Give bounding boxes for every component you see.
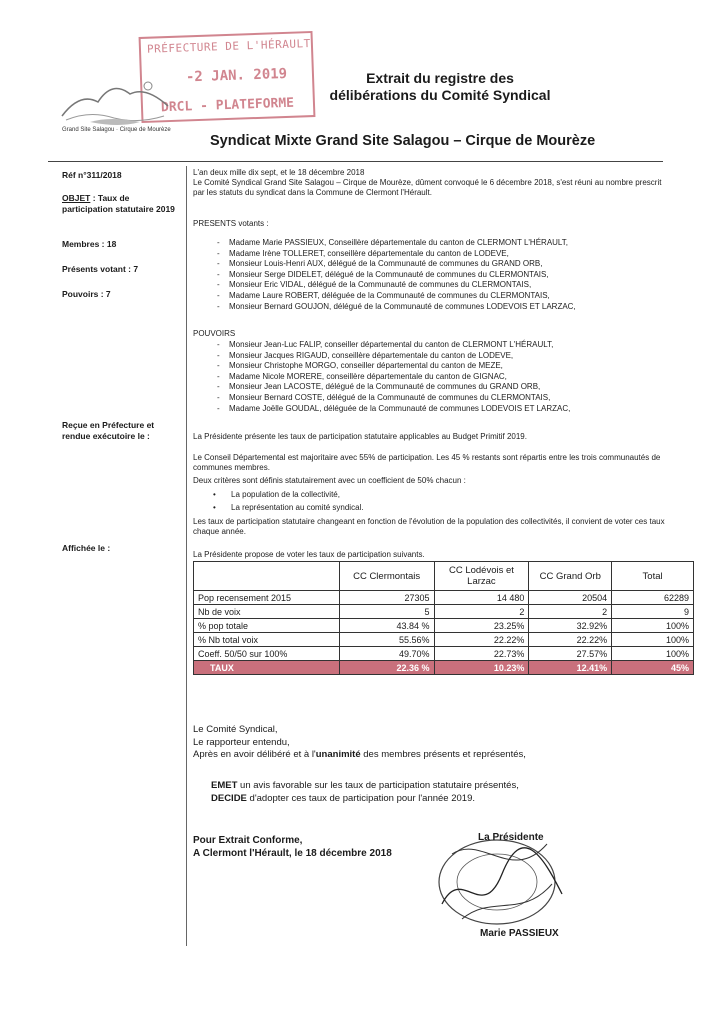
list-item: - Madame Joëlle GOUDAL, déléguée de la Communauté de communes LODEVOIS ET LARZAC, — [193, 404, 663, 415]
list-item: • La représentation au comité syndical. — [193, 501, 663, 514]
deliberation-text — [193, 724, 526, 762]
pouvoirs-count: Pouvoirs : 7 — [62, 289, 111, 299]
concl-line3-a: Après en avoir délibéré et à l' — [193, 749, 316, 760]
presente-text: La Présidente présente les taux de participation statutaire applicables au Budget Primitif 2019. — [193, 432, 527, 441]
objet-block — [62, 193, 180, 215]
pouvoirs-heading: POUVOIRS — [193, 329, 236, 338]
table-cell: 22.36 % — [339, 661, 434, 675]
table-row — [194, 591, 694, 605]
title-line1: Extrait du registre des — [366, 70, 514, 86]
table-cell: 2 — [529, 605, 612, 619]
list-item: - Monsieur Jacques RIGAUD, conseillère départementale du canton de LODEVE, — [193, 351, 663, 362]
table-header-cell — [194, 562, 340, 591]
table-cell: 100% — [612, 647, 694, 661]
table-cell: Pop recensement 2015 — [194, 591, 340, 605]
emet-keyword: EMET — [211, 780, 238, 791]
participation-rates-table — [193, 561, 694, 675]
header-divider — [48, 161, 663, 162]
decide-keyword: DECIDE — [211, 792, 247, 804]
stamp-line3: DRCL - PLATEFORME — [160, 95, 295, 116]
table-cell: 23.25% — [434, 619, 529, 633]
list-item: - Madame Irène TOLLERET, conseillère départementale du canton de LODEVE, — [193, 249, 663, 260]
table-cell: 45% — [612, 661, 694, 675]
table-cell: 20504 — [529, 591, 612, 605]
recue-prefecture: Reçue en Préfecture et rendue exécutoire le : — [62, 420, 155, 441]
list-item: - Monsieur Jean-Luc FALIP, conseiller départemental du canton de CLERMONT L'HÉRAULT, — [193, 340, 663, 351]
table-cell: 32.92% — [529, 619, 612, 633]
reference-number: Réf n°311/2018 — [62, 170, 122, 180]
presents-count: Présents votant : 7 — [62, 264, 139, 274]
list-item: - Monsieur Bernard GOUJON, délégué de la Communauté de communes LODEVOIS ET LARZAC, — [193, 302, 663, 313]
logo-caption: Grand Site Salagou · Cirque de Mourèze — [62, 127, 171, 133]
extrait-conforme — [193, 834, 392, 860]
list-item: - Madame Nicole MORERE, conseillère départementale du canton de GIGNAC, — [193, 372, 663, 383]
concl-line1: Le Comité Syndical, — [193, 724, 278, 735]
concl-line2: Le rapporteur entendu, — [193, 736, 290, 748]
list-item: - Monsieur Christophe MORGO, conseiller départemental du canton de MEZE, — [193, 361, 663, 372]
president-name: Marie PASSIEUX — [480, 928, 559, 939]
emet-text: un avis favorable sur les taux de participation statutaire présentés, — [237, 780, 519, 791]
membres-count: Membres : 18 — [62, 239, 117, 249]
presents-list — [193, 238, 663, 312]
list-item: - Monsieur Serge DIDELET, délégué de la Communauté de communes du CLERMONTAIS, — [193, 270, 663, 281]
stamp-date: -2 JAN. 2019 — [185, 65, 288, 86]
organization-title: Syndicat Mixte Grand Site Salagou – Cirque de Mourèze — [210, 133, 596, 149]
table-cell: 14 480 — [434, 591, 529, 605]
table-cell: TAUX — [194, 661, 340, 675]
intro-text: Le Comité Syndical Grand Site Salagou – Cirque de Mourèze, dûment convoqué le 6 décembre 2018, s'est réuni au nombre prescrit par les statuts du syndicat dans la Commune de Clermont l'Hérault. — [193, 178, 662, 197]
table-cell: 22.22% — [529, 633, 612, 647]
table-cell: 100% — [612, 619, 694, 633]
unanimite-text: unanimité — [315, 749, 361, 760]
table-cell: Coeff. 50/50 sur 100% — [194, 647, 340, 661]
title-line2: délibérations du Comité Syndical — [329, 87, 551, 103]
column-divider — [186, 166, 187, 946]
intro-date: L'an deux mille dix sept, et le 18 décembre 2018 — [193, 168, 365, 177]
presents-heading: PRESENTS votants : — [193, 219, 269, 228]
table-cell: 5 — [339, 605, 434, 619]
propose-text: La Présidente propose de voter les taux de participation suivants. — [193, 550, 425, 559]
document-title — [310, 70, 570, 104]
intro — [193, 168, 663, 198]
list-item: - Madame Marie PASSIEUX, Conseillère départementale du canton de CLERMONT L'HÉRAULT, — [193, 238, 663, 249]
taux-row — [194, 661, 694, 675]
list-item: - Monsieur Jean LACOSTE, délégué de la Communauté de communes du GRAND ORB, — [193, 382, 663, 393]
conseil-text: Le Conseil Départemental est majoritaire avec 55% de participation. Les 45 % restants sont répartis entre les trois communautés de communes membres. — [193, 453, 661, 472]
table-header-cell: CC Lodévois et Larzac — [434, 562, 529, 591]
objet-text: : Taux de participation statutaire 2019 — [62, 193, 175, 214]
table-cell: 49.70% — [339, 647, 434, 661]
table-header-cell: CC Clermontais — [339, 562, 434, 591]
table-cell: 22.22% — [434, 633, 529, 647]
list-item: - Madame Laure ROBERT, déléguée de la Communauté de communes du CLERMONTAIS, — [193, 291, 663, 302]
objet-label: OBJET — [62, 193, 91, 203]
table-row — [194, 633, 694, 647]
table-cell: 9 — [612, 605, 694, 619]
affichee-le: Affichée le : — [62, 543, 111, 553]
criteria-list — [193, 488, 663, 514]
table-row — [194, 647, 694, 661]
decide-line — [211, 793, 519, 806]
table-cell: % Nb total voix — [194, 633, 340, 647]
table-cell: 12.41% — [529, 661, 612, 675]
table-cell: 100% — [612, 633, 694, 647]
decision-text — [211, 780, 519, 805]
table-cell: Nb de voix — [194, 605, 340, 619]
sign-line2: A Clermont l'Hérault, le 18 décembre 2018 — [193, 848, 392, 859]
table-cell: 27.57% — [529, 647, 612, 661]
taux-evolution-text: Les taux de participation statutaire changeant en fonction de l'évolution de la population des collectivités, il convient de voter ces taux chaque année. — [193, 517, 665, 536]
list-item: • La population de la collectivité, — [193, 488, 663, 501]
criteres-text: Deux critères sont définis statutairement avec un coefficient de 50% chacun : — [193, 476, 466, 485]
pouvoirs-list — [193, 340, 663, 414]
table-cell: 27305 — [339, 591, 434, 605]
table-cell: 55.56% — [339, 633, 434, 647]
table-row — [194, 605, 694, 619]
president-title: La Présidente — [478, 832, 544, 843]
table-header-cell: Total — [612, 562, 694, 591]
grand-site-logo — [60, 72, 170, 128]
list-item: - Monsieur Louis-Henri AUX, délégué de la Communauté de communes du GRAND ORB, — [193, 259, 663, 270]
table-header-row — [194, 562, 694, 591]
table-cell: 62289 — [612, 591, 694, 605]
table-cell: 22.73% — [434, 647, 529, 661]
table-row — [194, 619, 694, 633]
table-cell: 10.23% — [434, 661, 529, 675]
list-item: - Monsieur Eric VIDAL, délégué de la Communauté de communes du CLERMONTAIS, — [193, 280, 663, 291]
stamp-line1: PRÉFECTURE DE L'HÉRAULT — [146, 37, 311, 56]
table-header-cell: CC Grand Orb — [529, 562, 612, 591]
concl-line3-c: des membres présents et représentés, — [360, 749, 526, 760]
emet-line — [211, 780, 519, 793]
decide-text: d'adopter ces taux de participation pour l'année 2019. — [246, 792, 475, 804]
concl-line3 — [193, 749, 526, 762]
table-cell: 43.84 % — [339, 619, 434, 633]
list-item: - Monsieur Bernard COSTE, délégué de la Communauté de communes du CLERMONTAIS, — [193, 393, 663, 404]
table-cell: % pop totale — [194, 619, 340, 633]
sign-line1: Pour Extrait Conforme, — [193, 835, 303, 846]
table-cell: 2 — [434, 605, 529, 619]
